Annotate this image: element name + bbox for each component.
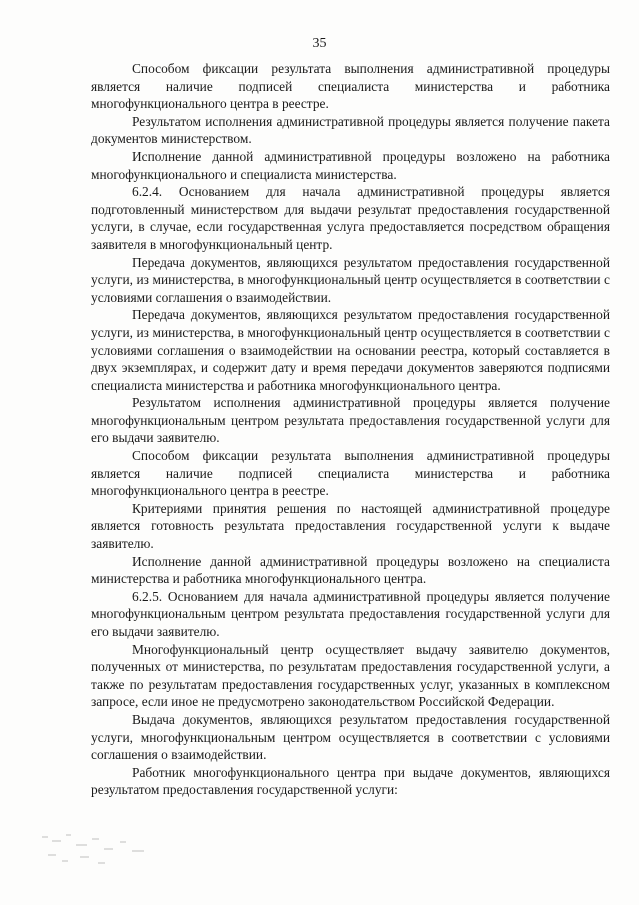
paragraph: Передача документов, являющихся результатом предоставления государственной услуги, из министерства, в многофункциональный центр осуществляется в соответствии с условиями соглашения о взаимодействии на основании реестра, который составляется в двух экземплярах, и содержит дату и время передачи документов заверяются подписями специалиста министерства и работника многофункционального центра. (91, 307, 610, 393)
paragraph: Способом фиксации результата выполнения административной процедуры является наличие подписей специалиста министерства и работника многофункционального центра в реестре. (91, 61, 610, 112)
paragraph: Многофункциональный центр осуществляет выдачу заявителю документов, полученных от министерства, по результатам предоставления государственной услуги, а также по результатам предоставления государственных услуг, указанных в комплексном запросе, если иное не предусмотрено законодательством Российской Федерации. (91, 641, 610, 710)
scan-artifact (40, 830, 170, 870)
paragraph: Результатом исполнения административной процедуры является получение многофункциональным центром результата предоставления государственной услуги для его выдачи заявителю. (91, 395, 610, 446)
paragraph: Исполнение данной административной процедуры возложено на работника многофункционального и специалиста министерства. (91, 148, 610, 182)
paragraph: Работник многофункционального центра при выдаче документов, являющихся результатом предоставления государственной услуги: (91, 764, 610, 798)
document-body (91, 60, 610, 799)
paragraph: 6.2.4. Основанием для начала административной процедуры является подготовленный министерством для выдачи результат предоставления государственной услуги, в случае, если государственная услуга предоставляется посредством обращения заявителя в многофункциональный центр. (91, 184, 610, 252)
paragraph: Результатом исполнения административной процедуры является получение пакета документов министерством. (91, 113, 610, 147)
page-number: 35 (312, 36, 327, 51)
paragraph: Передача документов, являющихся результатом предоставления государственной услуги, из министерства, в многофункциональный центр осуществляется в соответствии с условиями соглашения о взаимодействии. (91, 254, 610, 305)
paragraph: Исполнение данной административной процедуры возложено на специалиста министерства и работника многофункционального центра. (91, 553, 610, 587)
paragraph: 6.2.5. Основанием для начала административной процедуры является получение многофункциональным центром результата предоставления государственной услуги для его выдачи заявителю. (91, 588, 610, 639)
paragraph: Выдача документов, являющихся результатом предоставления государственной услуги, многофункциональным центром осуществляется в соответствии с условиями соглашения о взаимодействии. (91, 711, 610, 763)
paragraph: Способом фиксации результата выполнения административной процедуры является наличие подписей специалиста министерства и работника многофункционального центра в реестре. (91, 448, 610, 499)
paragraph: Критериями принятия решения по настоящей административной процедуре является готовность результата предоставления государственной услуги к выдаче заявителю. (91, 500, 610, 552)
